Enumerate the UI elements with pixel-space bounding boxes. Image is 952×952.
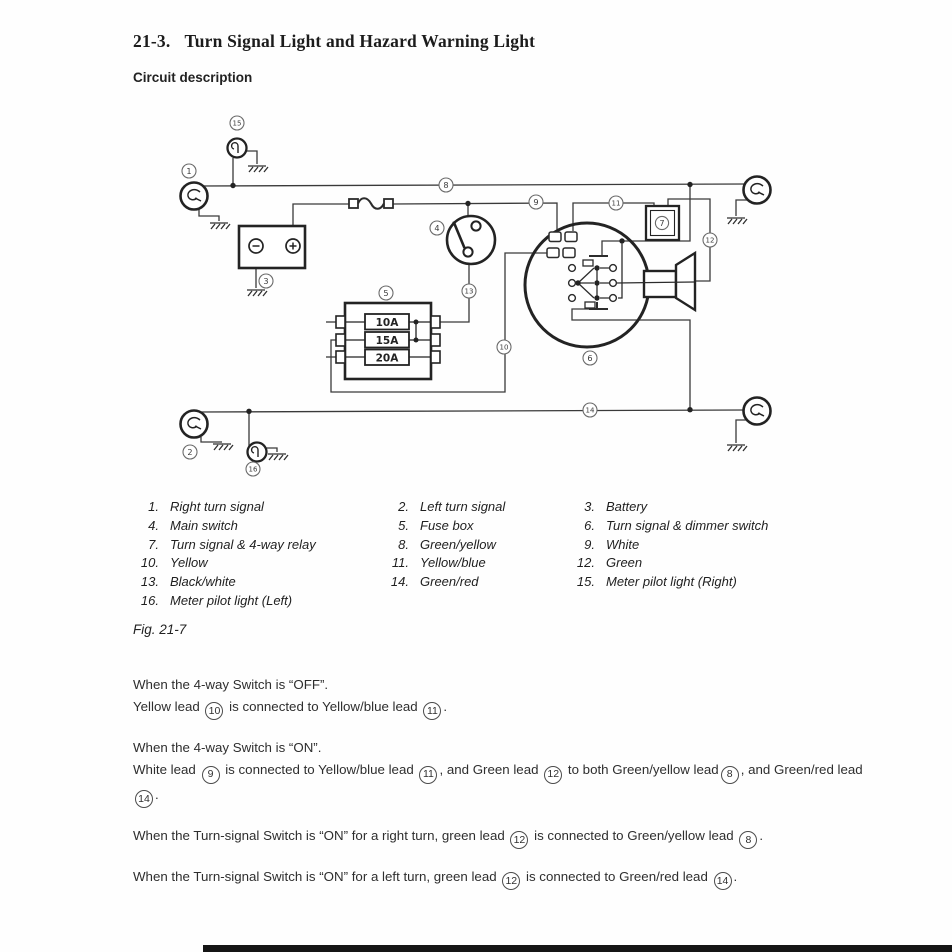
svg-text:13: 13 — [464, 287, 474, 296]
section-title: Turn Signal Light and Hazard Warning Light — [184, 31, 536, 51]
svg-text:11: 11 — [611, 199, 621, 208]
lead-number-badge: 9 — [202, 766, 220, 784]
wire-green-yellow-8 — [200, 184, 746, 186]
callout-11 — [609, 196, 623, 210]
paragraph-left-turn — [133, 866, 875, 890]
legend-label: Yellow/blue — [420, 555, 486, 571]
wire-green-red-14 — [200, 410, 746, 412]
legend-number: 1. — [148, 499, 159, 514]
legend-label: White — [606, 536, 640, 552]
legend-item — [383, 574, 569, 593]
legend-item — [133, 555, 383, 574]
lead-number-badge: 11 — [419, 766, 437, 784]
lead-number-badge: 11 — [423, 702, 441, 720]
text-run: When the 4-way Switch is “ON”. — [133, 740, 322, 756]
legend-label: Meter pilot light (Left) — [170, 592, 293, 608]
paragraph-right-turn — [133, 825, 875, 849]
legend-item — [133, 593, 383, 612]
legend-item — [133, 499, 383, 518]
svg-text:5: 5 — [383, 288, 389, 298]
text-run: . — [759, 827, 764, 843]
legend-number: 12. — [576, 555, 595, 571]
meter-pilot-light-left — [248, 443, 267, 462]
svg-text:8: 8 — [443, 180, 449, 190]
legend-item — [569, 574, 833, 593]
text-run: When the 4-way Switch is “OFF”. — [133, 677, 329, 692]
legend-item — [569, 537, 833, 556]
circuit-diagram — [125, 105, 815, 495]
legend-label: Meter pilot light (Right) — [606, 574, 737, 590]
text-run: . — [443, 699, 448, 714]
text-run: White lead — [133, 762, 200, 778]
ground-lamp-tr — [727, 218, 747, 224]
legend-item — [133, 574, 383, 593]
legend-item — [383, 537, 569, 556]
legend-label: Turn signal & 4-way relay — [170, 536, 316, 552]
legend-number: 7. — [148, 536, 159, 552]
text-run: is connected to Green/yellow lead — [530, 827, 738, 843]
text-run: is connected to Green/red lead — [522, 869, 712, 884]
callout-3 — [259, 274, 273, 288]
wire-pilot-left-ground — [266, 448, 277, 452]
paragraph-4way-on — [133, 737, 875, 808]
legend-label: Main switch — [170, 517, 238, 533]
fuse-box — [336, 303, 440, 379]
callout-2 — [183, 445, 197, 459]
legend-number: 8. — [398, 536, 409, 552]
legend-item — [569, 555, 833, 574]
legend-label: Turn signal & dimmer switch — [606, 517, 769, 533]
legend-label: Green/yellow — [420, 536, 496, 552]
fuse-label-15a: 15A — [375, 334, 399, 347]
lead-number-badge: 12 — [544, 766, 562, 784]
lead-number-badge: 14 — [714, 872, 732, 890]
legend-item — [133, 537, 383, 556]
legend-number: 4. — [148, 517, 159, 533]
page-title — [133, 31, 535, 52]
legend-number: 10. — [140, 555, 159, 571]
wires — [199, 151, 747, 452]
wire-lamp-br-ground — [736, 420, 747, 443]
wire-lamp1-ground — [199, 209, 219, 221]
svg-text:7: 7 — [659, 218, 665, 228]
wire-lamp-tr-ground — [736, 200, 747, 216]
legend-label: Right turn signal — [170, 499, 264, 514]
legend-item — [383, 555, 569, 574]
legend-label: Yellow — [170, 555, 208, 571]
text-run: . — [733, 869, 738, 884]
legend-number: 5. — [398, 517, 409, 533]
battery — [239, 226, 305, 268]
lead-number-badge: 14 — [135, 790, 153, 808]
callout-15 — [230, 116, 244, 130]
text-run: is connected to Yellow/blue lead — [221, 762, 418, 778]
legend-item — [569, 518, 833, 537]
callout-9 — [529, 195, 543, 209]
lead-number-badge: 12 — [502, 872, 520, 890]
circuit-description-text — [133, 674, 875, 907]
svg-text:4: 4 — [434, 223, 440, 233]
ground-battery — [247, 290, 267, 296]
switch-contacts — [569, 244, 622, 309]
svg-text:1: 1 — [186, 166, 192, 176]
ground-lamp1 — [210, 223, 230, 229]
svg-text:10: 10 — [499, 343, 509, 352]
text-run: is connected to Yellow/blue lead — [225, 699, 422, 714]
ground-lamp2 — [213, 444, 233, 450]
section-number: 21-3. — [133, 31, 171, 51]
figure-caption: Fig. 21-7 — [133, 622, 187, 637]
inline-fuse — [349, 198, 393, 209]
legend-label: Green — [606, 555, 643, 571]
text-run: , and Green/red lead — [740, 762, 863, 778]
callout-16 — [246, 462, 260, 476]
callouts — [182, 116, 717, 476]
text-run: When the Turn-signal Switch is “ON” for a right turn, green lead — [133, 827, 509, 843]
svg-text:3: 3 — [263, 276, 269, 286]
text-run: When the Turn-signal Switch is “ON” for a left turn, green lead — [133, 869, 501, 884]
text-run: to both Green/yellow lead — [564, 762, 719, 778]
legend-number: 14. — [390, 574, 409, 590]
circuit-description-heading: Circuit description — [133, 70, 253, 85]
fuse-label-20a: 20A — [375, 352, 399, 365]
callout-10 — [497, 340, 511, 354]
legend-label: Left turn signal — [420, 499, 506, 514]
lead-number-badge: 10 — [205, 702, 223, 720]
svg-text:15: 15 — [232, 119, 242, 128]
legend-number: 6. — [584, 517, 595, 533]
legend-item — [133, 518, 383, 537]
ground-pilot-left — [268, 454, 288, 460]
legend-label: Battery — [606, 499, 648, 514]
callout-1 — [182, 164, 196, 178]
svg-text:9: 9 — [533, 197, 539, 207]
svg-text:14: 14 — [585, 406, 595, 415]
ground-lamp-br — [727, 445, 747, 451]
legend-number: 11. — [391, 555, 409, 571]
text-run: . — [155, 786, 159, 802]
paragraph-4way-off — [133, 674, 875, 720]
lamp-left-turn-signal — [181, 411, 208, 438]
text-run: , and Green lead — [439, 762, 543, 778]
text-run: Yellow lead — [133, 699, 204, 714]
legend-number: 9. — [584, 536, 595, 552]
legend-item — [383, 499, 569, 518]
lamp-left-turn-signal-rear — [744, 398, 771, 425]
svg-text:16: 16 — [248, 465, 258, 474]
component-legend — [133, 499, 833, 612]
svg-text:6: 6 — [587, 353, 593, 363]
legend-item — [569, 499, 833, 518]
callout-6 — [583, 351, 597, 365]
wire-lamp2-ground — [201, 437, 222, 442]
callout-8 — [439, 178, 453, 192]
legend-item — [383, 518, 569, 537]
callout-5 — [379, 286, 393, 300]
wire-pilot-right-ground — [247, 151, 257, 164]
legend-label: Black/white — [170, 574, 236, 590]
callout-7 — [655, 216, 668, 229]
main-switch — [447, 216, 495, 264]
lamp-right-turn-signal — [181, 183, 208, 210]
legend-label: Green/red — [420, 574, 479, 590]
svg-text:2: 2 — [187, 447, 193, 457]
legend-number: 3. — [584, 499, 595, 514]
callout-12 — [703, 233, 717, 247]
legend-number: 13. — [140, 574, 159, 590]
callout-13 — [462, 284, 476, 298]
meter-pilot-light-right — [228, 139, 247, 158]
scan-edge-artifact — [203, 945, 952, 952]
fuse-label-10a: 10A — [375, 316, 399, 329]
legend-number: 15. — [576, 574, 595, 590]
lead-number-badge: 12 — [510, 831, 528, 849]
callout-14 — [583, 403, 597, 417]
legend-number: 2. — [398, 499, 409, 514]
ground-pilot-right — [248, 166, 268, 172]
legend-number: 16. — [140, 592, 159, 608]
lead-number-badge: 8 — [721, 766, 739, 784]
legend-label: Fuse box — [420, 517, 474, 533]
svg-text:12: 12 — [705, 236, 715, 245]
lamp-right-turn-signal-rear — [744, 177, 771, 204]
callout-4 — [430, 221, 444, 235]
lead-number-badge: 8 — [739, 831, 757, 849]
